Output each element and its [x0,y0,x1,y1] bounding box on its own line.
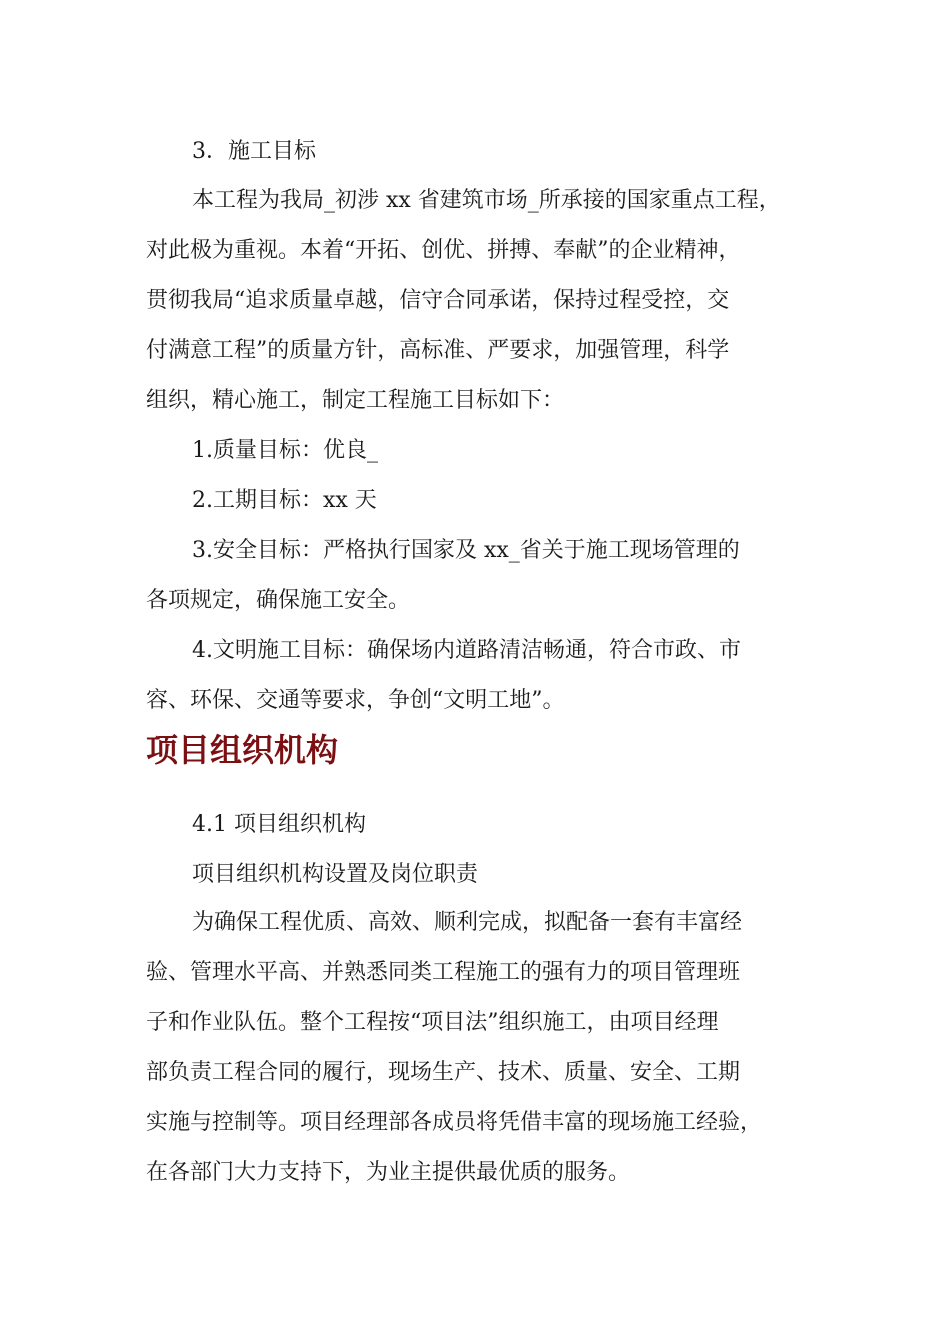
paragraph-line: 贯彻我局“追求质量卓越，信守合同承诺，保持过程受控，交 [146,288,730,313]
paragraph-line: 实施与控制等。项目经理部各成员将凭借丰富的现场施工经验， [146,1110,763,1135]
section-heading-project-organization: 项目组织机构 [146,731,339,769]
safety-goal-continued: 各项规定，确保施工安全。 [146,588,411,613]
paragraph-line: 子和作业队伍。整个工程按“项目法”组织施工，由项目经理 [146,1010,719,1035]
paragraph-line: 对此极为重视。本着“开拓、创优、拼搏、奉献”的企业精神， [146,238,741,263]
paragraph-line: 本工程为我局_初涉 xx 省建筑市场_所承接的国家重点工程， [192,188,781,213]
paragraph-line: 部负责工程合同的履行，现场生产、技术、质量、安全、工期 [146,1060,741,1085]
subsection-title: 4.1 项目组织机构 [192,812,366,837]
civil-construction-goal-continued: 容、环保、交通等要求，争创“文明工地”。 [146,688,565,713]
paragraph-line: 组织，精心施工，制定工程施工目标如下： [146,388,565,413]
safety-goal: 3.安全目标：严格执行国家及 xx_省关于施工现场管理的 [192,538,740,563]
paragraph-line: 付满意工程”的质量方针，高标准、严要求，加强管理，科学 [146,338,730,363]
schedule-goal: 2.工期目标：xx 天 [192,488,377,513]
section-title-construction-goals: 3．施工目标 [192,139,316,164]
paragraph-line: 为确保工程优质、高效、顺利完成，拟配备一套有丰富经 [192,910,743,935]
civil-construction-goal: 4.文明施工目标：确保场内道路清洁畅通，符合市政、市 [192,638,741,663]
paragraph-line: 在各部门大力支持下，为业主提供最优质的服务。 [146,1160,631,1185]
subsection-subtitle: 项目组织机构设置及岗位职责 [192,862,479,887]
quality-goal: 1.质量目标：优良_ [192,438,378,463]
paragraph-line: 验、管理水平高、并熟悉同类工程施工的强有力的项目管理班 [146,960,741,985]
